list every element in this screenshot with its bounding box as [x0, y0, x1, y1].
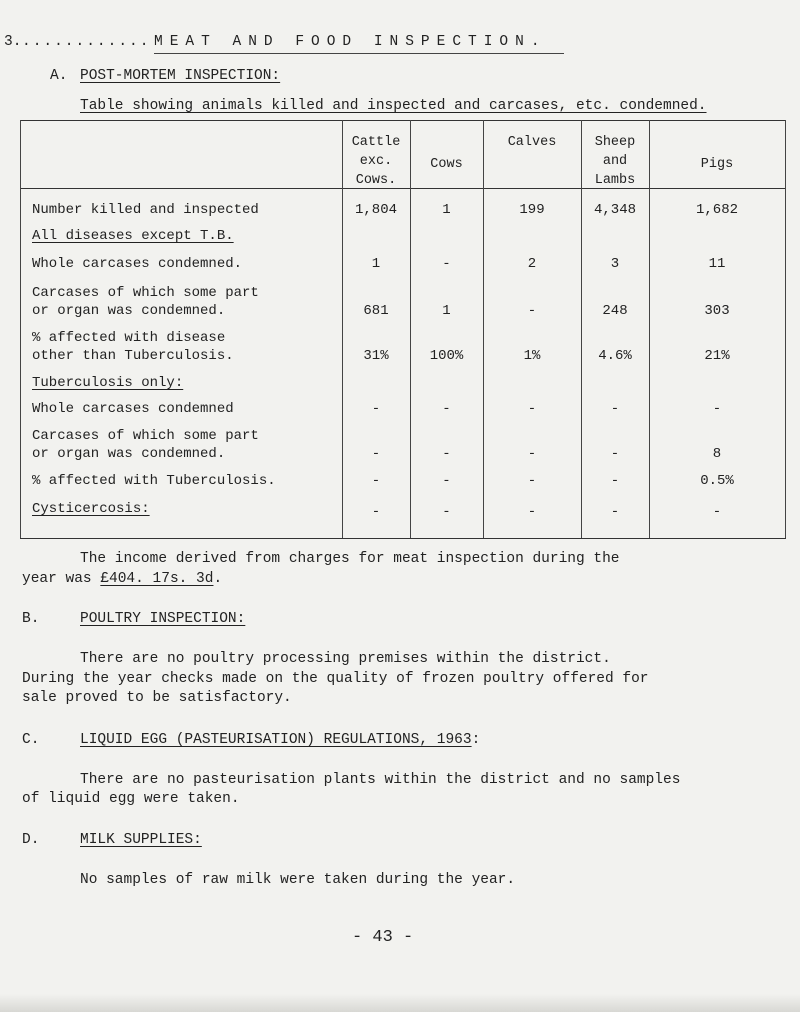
table-cell: -: [442, 256, 451, 272]
column-header: [483, 133, 581, 152]
income-amount: £404. 17s. 3d: [100, 571, 214, 587]
title-underline: [154, 53, 564, 54]
table-cell: -: [527, 401, 537, 417]
table-cell: 199: [519, 202, 545, 218]
row-label: Cysticercosis:: [32, 501, 150, 517]
section-c-title-colon: :: [471, 732, 481, 748]
row-label: % affected with Tuberculosis.: [32, 473, 276, 489]
section-b-title: POULTRY INSPECTION:: [80, 611, 246, 627]
income-suffix: .: [213, 571, 223, 587]
row-label: Whole carcases condemned: [32, 401, 234, 417]
table-cell: -: [442, 504, 451, 520]
table-cell: 8: [712, 446, 722, 462]
table-cell: -: [712, 401, 722, 417]
table-cell: 11: [708, 256, 726, 272]
column-header-line: Lambs: [594, 173, 636, 188]
table-cell: 4.6%: [598, 348, 632, 364]
section-d-line-1: No samples of raw milk were taken during the year.: [80, 872, 516, 888]
table-cell: 31%: [363, 348, 389, 364]
table-cell: 2: [527, 256, 537, 272]
column-header-line: and: [602, 154, 628, 169]
column-header-line: exc.: [359, 154, 393, 169]
table-cell: 1,682: [695, 202, 738, 218]
table-cell: 1: [371, 256, 381, 272]
income-line-2: [22, 570, 222, 589]
inspection-table: [14, 120, 786, 538]
table-cell: -: [371, 446, 381, 462]
section-c-line-1: There are no pasteurisation plants within the district and no samples: [80, 772, 681, 788]
section-b-line-3: sale proved to be satisfactory.: [22, 690, 292, 706]
table-cell: 100%: [429, 348, 464, 364]
column-header-line: Pigs: [700, 157, 734, 172]
page-title: MEAT AND FOOD INSPECTION.: [154, 34, 547, 50]
table-cell: -: [527, 446, 537, 462]
table-right-border: [785, 120, 786, 538]
table-cell: -: [610, 401, 620, 417]
table-cell: -: [610, 504, 620, 520]
column-header: [410, 155, 483, 174]
row-label: % affected with disease: [32, 330, 226, 346]
row-label: Carcases of which some part: [32, 428, 259, 444]
row-label: other than Tuberculosis.: [32, 348, 234, 364]
column-header-line: Cows.: [355, 173, 397, 188]
table-bottom-border: [20, 538, 786, 539]
table-caption: Table showing animals killed and inspected and carcases, etc. condemned.: [80, 98, 707, 114]
section-c-title: [80, 731, 480, 750]
page-number: - 43 -: [352, 928, 414, 947]
section-c-label: C.: [22, 732, 40, 748]
column-header: [581, 133, 649, 190]
column-header-line: Cows: [430, 157, 463, 172]
table-cell: -: [371, 473, 381, 489]
row-label: Number killed and inspected: [32, 202, 259, 218]
section-a-title: POST-MORTEM INSPECTION:: [80, 68, 281, 84]
table-cell: 0.5%: [700, 473, 734, 489]
table-cell: -: [371, 401, 381, 417]
row-label: Whole carcases condemned.: [32, 256, 243, 272]
row-label: or organ was condemned.: [32, 303, 226, 319]
table-cell: 4,348: [593, 202, 636, 218]
page-prefix: 3.: [4, 34, 22, 50]
table-cell: 303: [704, 303, 730, 319]
income-line-1: The income derived from charges for meat inspection during the: [80, 551, 620, 567]
section-d-title: MILK SUPPLIES:: [80, 832, 202, 848]
table-cell: 21%: [704, 348, 730, 364]
section-c-line-2: of liquid egg were taken.: [22, 791, 240, 807]
income-prefix: year was: [22, 571, 101, 587]
row-label: Carcases of which some part: [32, 285, 259, 301]
table-cell: -: [610, 473, 620, 489]
table-cell: -: [442, 473, 451, 489]
section-b-label: B.: [22, 611, 40, 627]
table-cell: -: [442, 401, 451, 417]
table-cell: -: [371, 504, 381, 520]
table-cell: -: [527, 303, 537, 319]
row-label: or organ was condemned.: [32, 446, 226, 462]
table-cell: 1: [442, 202, 451, 218]
table-top-border: [20, 120, 786, 121]
section-c-title-text: LIQUID EGG (PASTEURISATION) REGULATIONS, 1963: [80, 732, 472, 748]
section-d-label: D.: [22, 832, 40, 848]
section-a-label: A.: [50, 68, 68, 84]
table-cell: 1,804: [354, 202, 397, 218]
table-cell: 681: [363, 303, 389, 319]
row-label: All diseases except T.B.: [32, 228, 234, 244]
table-cell: -: [527, 473, 537, 489]
table-cell: 3: [610, 256, 620, 272]
table-left-border: [20, 120, 21, 538]
table-cell: 1: [442, 303, 451, 319]
row-label: Tuberculosis only:: [32, 375, 184, 391]
section-b-line-2: During the year checks made on the quality of frozen poultry offered for: [22, 671, 649, 687]
table-cell: 248: [602, 303, 628, 319]
heading-dots: ............: [22, 34, 151, 50]
table-cell: -: [527, 504, 537, 520]
table-cell: 1%: [523, 348, 541, 364]
scan-edge: [0, 994, 800, 1012]
column-header: [649, 155, 785, 174]
table-cell: -: [442, 446, 451, 462]
section-b-line-1: There are no poultry processing premises within the district.: [80, 651, 611, 667]
column-header: [342, 133, 410, 190]
table-cell: -: [610, 446, 620, 462]
column-header-line: Calves: [507, 135, 557, 150]
column-header-line: Cattle: [351, 135, 401, 150]
table-cell: -: [712, 504, 722, 520]
column-header-line: Sheep: [594, 135, 636, 150]
